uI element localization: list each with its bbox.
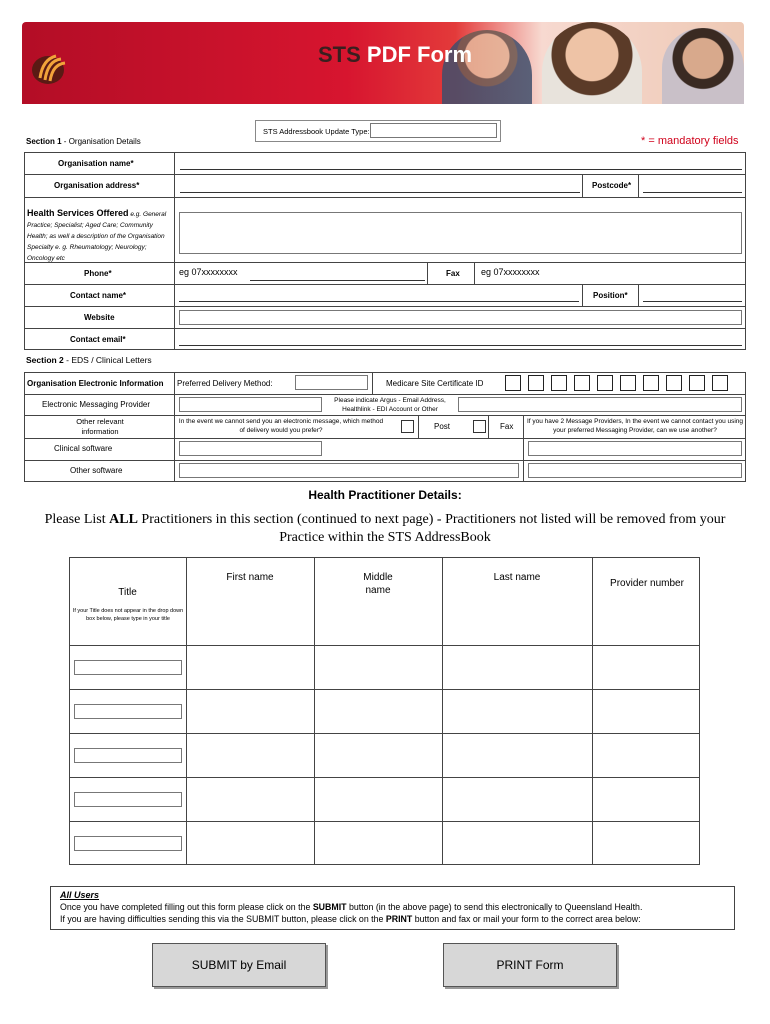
org-name-input[interactable] [180,157,742,170]
medicare-digit-9[interactable] [689,375,705,391]
contact-email-label: Contact email* [70,335,126,344]
title-input-row-1[interactable] [74,660,182,675]
col-middle-header: Middle name [363,572,393,596]
title-input-row-3[interactable] [74,748,182,763]
preferred-delivery-select[interactable] [295,375,368,390]
medicare-cert-label: Medicare Site Certificate ID [386,379,484,388]
instruction-all: ALL [109,512,138,527]
post-label: Post [434,422,451,431]
section1-label: Section 1 [26,137,62,146]
phone-input[interactable]: eg 07xxxxxxxx [179,267,238,277]
title-sts: STS [318,42,361,67]
clinical-software-label: Clinical software [54,444,113,453]
post-checkbox[interactable] [401,420,414,433]
title-rest: PDF Form [366,42,473,67]
messaging-provider-label: Electronic Messaging Provider [42,400,151,409]
sts-logo [26,50,72,86]
fax-checkbox[interactable] [473,420,486,433]
medicare-digit-1[interactable] [505,375,521,391]
cannot-send-note: In the event we cannot send you an electronic message, which method of delivery would you prefer? [178,418,384,434]
fax-input[interactable]: eg 07xxxxxxxx [481,267,540,277]
section2-title: - EDS / Clinical Letters [63,355,152,365]
col-title-header: Title [118,587,137,598]
section1-heading [26,137,141,146]
other-software-input[interactable] [179,463,519,478]
website-input[interactable] [179,310,742,325]
title-input-row-2[interactable] [74,704,182,719]
page-title [318,42,472,68]
services-label: Health Services Offered [27,208,129,218]
other-relevant-label: Other relevant information [76,417,124,436]
photo-person-woman-right [662,28,744,104]
col-first-header: First name [226,572,274,583]
org-name-label: Organisation name* [58,159,134,168]
footer-line-2 [60,914,641,924]
update-type-label: STS Addressbook Update Type: [263,127,370,136]
messaging-provider-select[interactable] [179,397,322,412]
medicare-digit-4[interactable] [574,375,590,391]
services-label-block [27,208,173,264]
line2-pre: If you are having difficulties sending this via the SUBMIT button, please click on the [60,914,386,924]
header-banner [22,22,744,104]
fax-label: Fax [446,269,460,278]
phone-label: Phone* [84,269,112,278]
title-input-row-5[interactable] [74,836,182,851]
medicare-digit-5[interactable] [597,375,613,391]
website-label: Website [84,313,115,322]
contact-name-input[interactable] [179,289,579,302]
line1-bold: SUBMIT [312,902,347,912]
photo-person-woman [542,22,642,104]
services-hint: e.g. General Practice; Specialist; Aged Care; Community Health; as well a description of the Organisation Specialty e. g. Rheumatology; Neurology; Oncology etc [27,211,167,262]
postcode-label: Postcode* [592,181,632,190]
section2-label: Section 2 [26,355,64,365]
mandatory-note: * = mandatory fields [641,135,739,147]
section2-heading [26,355,152,365]
position-label: Position* [593,291,628,300]
clinical-software-secondary[interactable] [528,441,742,456]
col-last-header: Last name [493,572,541,583]
medicare-digit-8[interactable] [666,375,682,391]
position-input[interactable] [643,289,742,302]
section1-title: - Organisation Details [61,137,141,146]
medicare-digit-10[interactable] [712,375,728,391]
org-address-input[interactable] [180,180,580,193]
col-provider-header: Provider number [610,578,684,589]
fax-delivery-label: Fax [500,422,514,431]
col-title-note: If your Title does not appear in the drop down box below, please type in your title [72,608,184,622]
line1-pre: Once you have completed filling out this form please click on the [60,902,313,912]
medicare-digit-3[interactable] [551,375,567,391]
services-input[interactable] [179,212,742,254]
org-electronic-label: Organisation Electronic Information [27,379,164,388]
medicare-digit-7[interactable] [643,375,659,391]
other-software-label: Other software [70,466,123,475]
line2-bold: PRINT [385,914,413,924]
update-type-select[interactable] [370,123,497,138]
practitioners-instruction [28,511,742,547]
medicare-digit-2[interactable] [528,375,544,391]
two-providers-note: If you have 2 Message Providers, In the event we cannot contact you using your preferred Messaging Provider, can we use another? [526,418,744,434]
other-software-secondary[interactable] [528,463,742,478]
all-users-label: All Users [60,890,100,900]
org-address-label: Organisation address* [54,181,140,190]
instruction-pre: Please List [44,512,110,527]
messaging-provider-details[interactable] [458,397,742,412]
title-input-row-4[interactable] [74,792,182,807]
argus-note: Please indicate Argus - Email Address, Healthlink - EDI Account or Other [334,397,446,413]
practitioners-heading: Health Practitioner Details: [308,488,462,502]
contact-email-input[interactable] [179,333,742,346]
medicare-digit-6[interactable] [620,375,636,391]
postcode-input[interactable] [643,180,742,193]
contact-name-label: Contact name* [70,291,127,300]
line2-post: button and fax or mail your form to the correct area below: [412,914,641,924]
clinical-software-input[interactable] [179,441,322,456]
line1-post: button (in the above page) to send this electronically to Queensland Health. [346,902,643,912]
preferred-delivery-label: Preferred Delivery Method: [177,379,273,388]
instruction-post: Practitioners in this section (continued to next page) - Practitioners not listed will be removed from your Practice within the STS AddressBook [137,512,726,545]
submit-email-button[interactable]: SUBMIT by Email [152,943,326,987]
footer-line-1 [60,902,642,912]
print-form-button[interactable]: PRINT Form [443,943,617,987]
